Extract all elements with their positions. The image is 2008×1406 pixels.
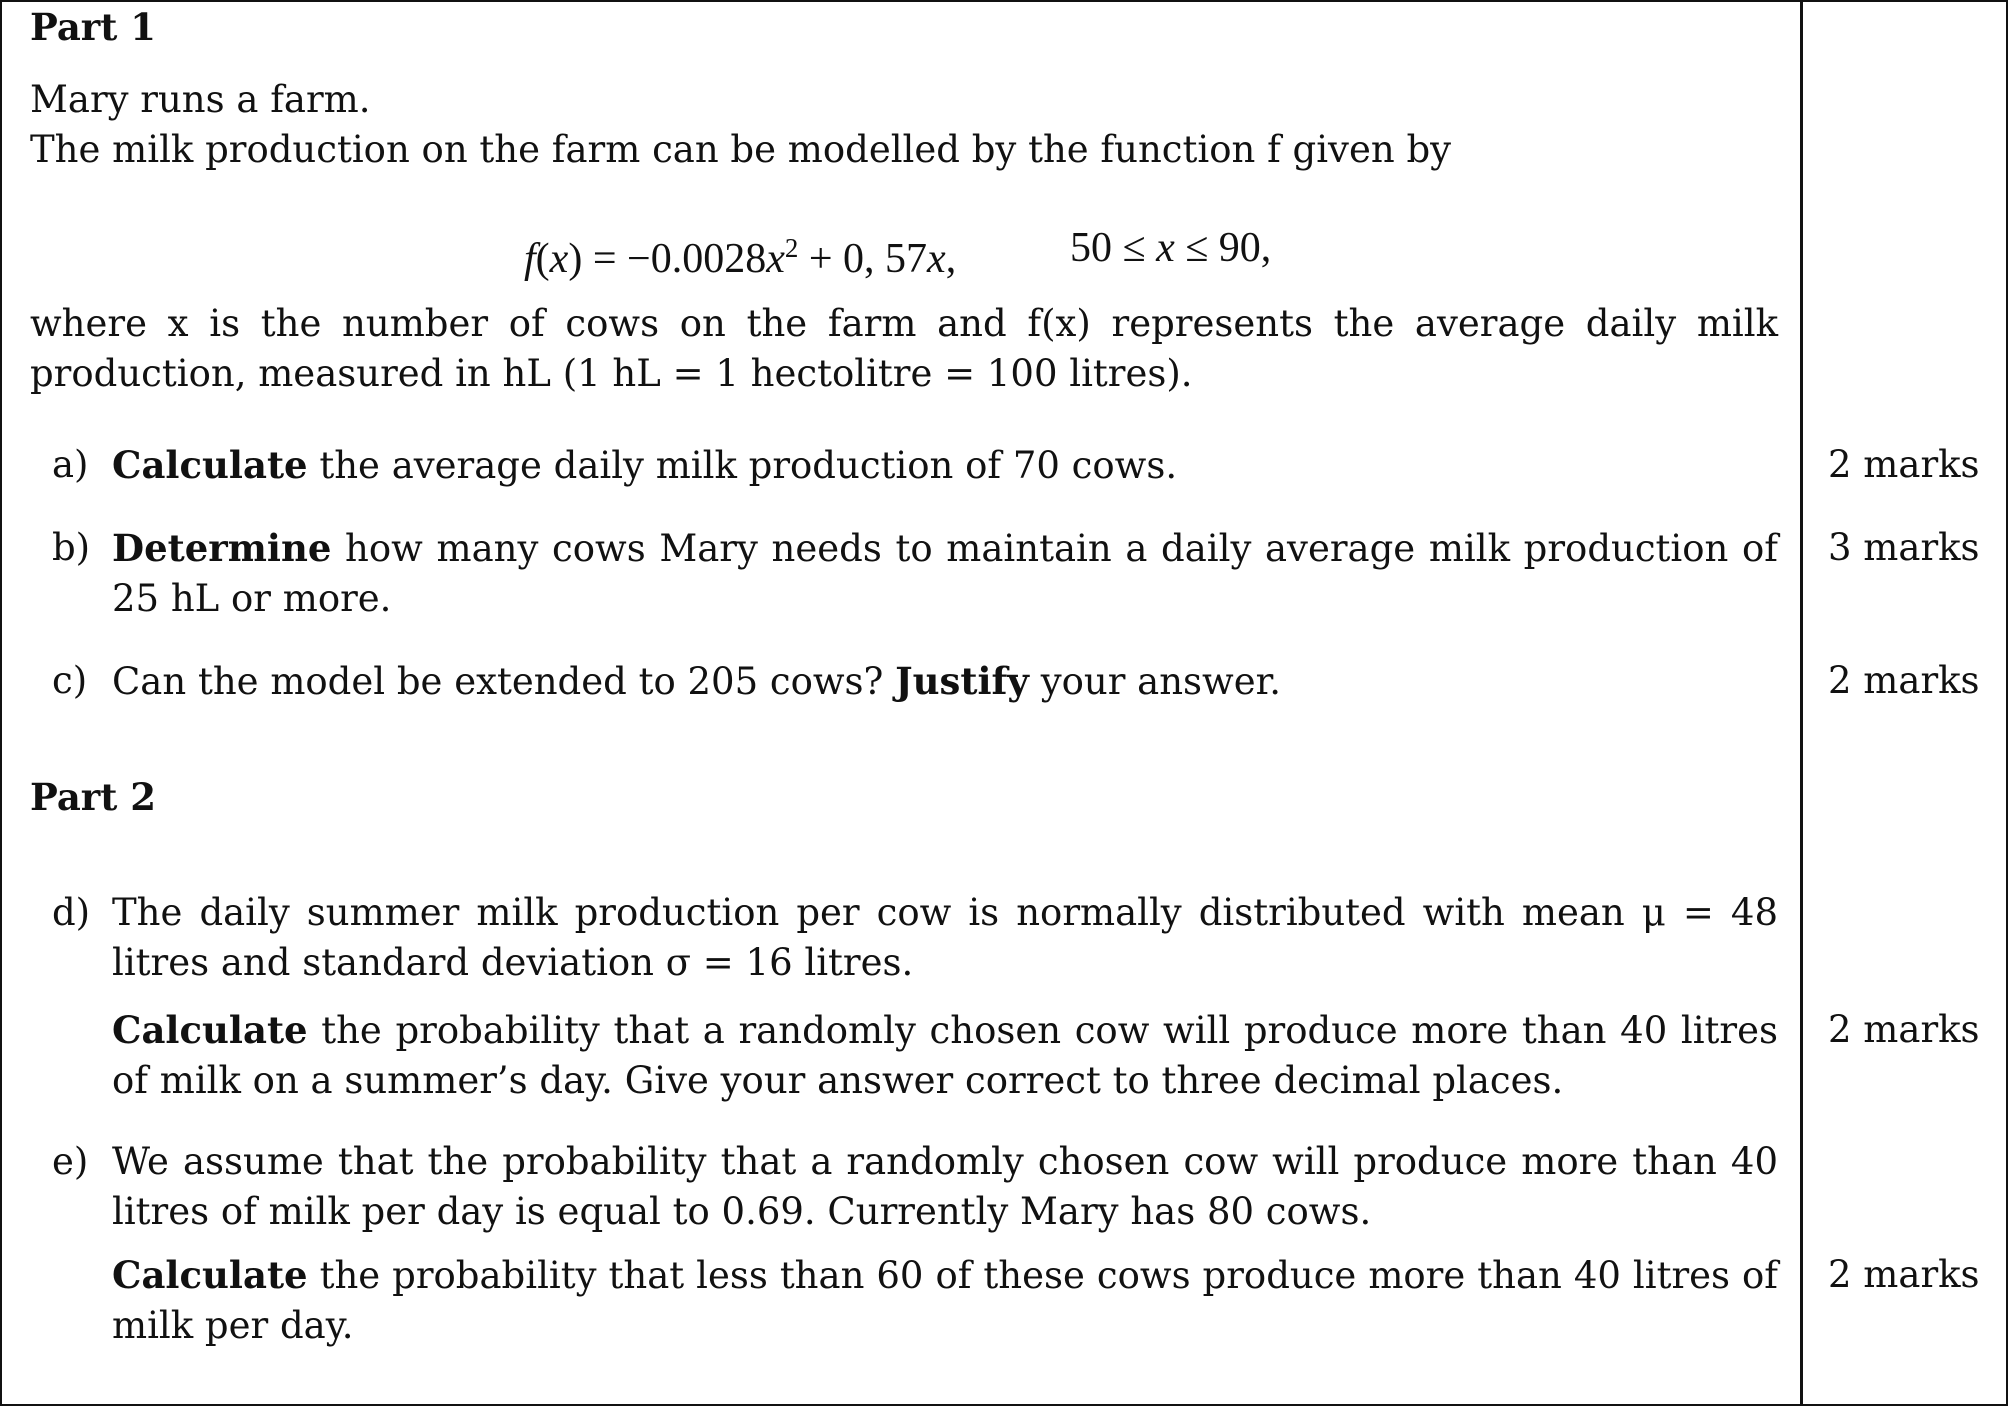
- marks-d: 2 marks: [1828, 1008, 1980, 1051]
- marks-b: 3 marks: [1828, 526, 1980, 569]
- marks-e: 2 marks: [1828, 1253, 1980, 1296]
- question-intro: The daily summer milk production per cow is normally distributed with mean μ = 48 litres and standard deviation σ = 16 litres.: [112, 891, 1778, 984]
- question-label: b): [52, 526, 91, 569]
- question-text: Can the model be extended to 205 cows? Justify your answer.: [112, 659, 1281, 703]
- formula-domain: 50 ≤ x ≤ 90,: [1070, 225, 1272, 271]
- question-label: c): [52, 659, 88, 702]
- part1-heading: Part 1: [30, 5, 157, 49]
- marks-column-divider: [1800, 2, 1803, 1404]
- part2-heading: Part 2: [30, 775, 157, 819]
- part1-where-paragraph: where x is the number of cows on the farm and f(x) represents the average daily milk production, measured in hL (1 hL = 1 hectolitre = 100 litres).: [30, 302, 1778, 395]
- question-text: Calculate the probability that a randomly chosen cow will produce more than 40 litres of milk on a summer’s day. Give your answer correct to three decimal places.: [112, 1008, 1778, 1102]
- part1-intro-line2: The milk production on the farm can be modelled by the function f given by: [30, 128, 1452, 171]
- question-label: e): [52, 1140, 89, 1183]
- marks-a: 2 marks: [1828, 443, 1980, 486]
- question-text: Calculate the average daily milk production of 70 cows.: [112, 443, 1178, 487]
- question-text: Determine how many cows Mary needs to maintain a daily average milk production of 25 hL or more.: [112, 526, 1778, 620]
- question-intro: We assume that the probability that a randomly chosen cow will produce more than 40 litres of milk per day is equal to 0.69. Currently Mary has 80 cows.: [112, 1140, 1778, 1233]
- question-label: d): [52, 891, 91, 934]
- formula-expression: $f(x) = -0.0028x^2 + 0$, 57x,: [524, 233, 957, 282]
- question-label: a): [52, 443, 89, 486]
- question-text: Calculate the probability that less than 60 of these cows produce more than 40 litres of milk per day.: [112, 1253, 1778, 1347]
- part1-intro-line1: Mary runs a farm.: [30, 78, 371, 121]
- marks-c: 2 marks: [1828, 659, 1980, 702]
